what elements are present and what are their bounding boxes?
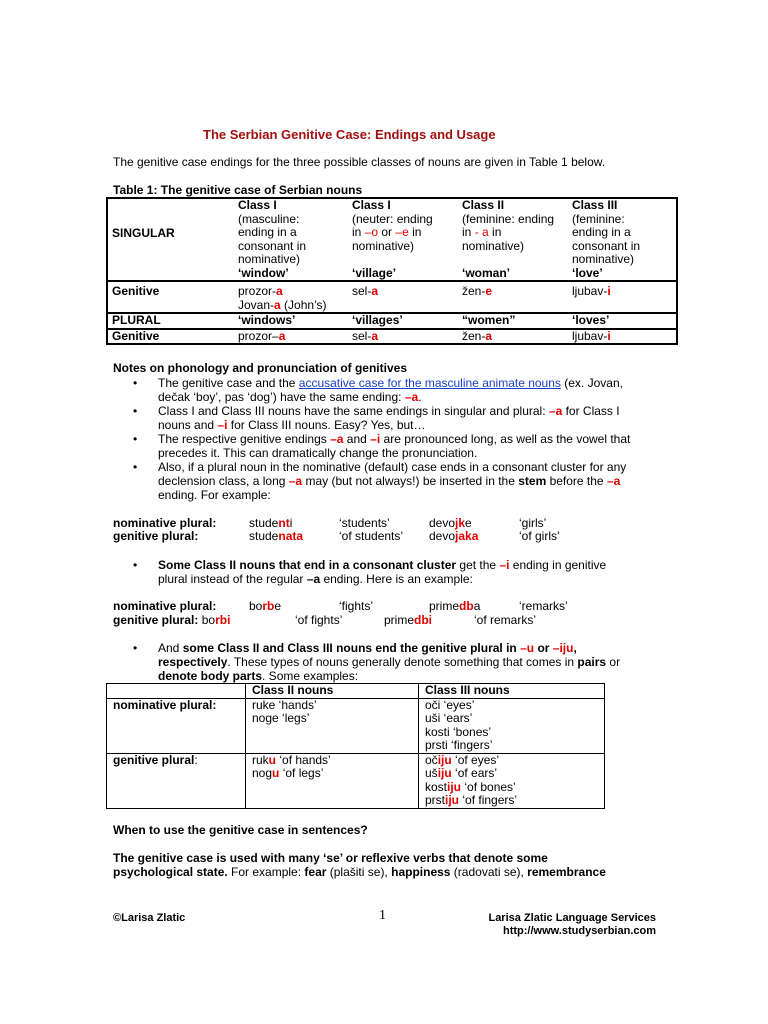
table-row — [107, 329, 677, 345]
stem: sel- — [352, 328, 372, 343]
class-desc: (feminine: — [572, 211, 625, 226]
ex1-nom-gloss1: ‘students’ — [339, 516, 390, 530]
table-cell: ruke ‘hands’ noge ‘legs’ — [246, 698, 419, 753]
footer-copyright: ©Larisa Zlatic — [113, 912, 186, 924]
notes-heading: Notes on phonology and pronunciation of genitives — [113, 361, 407, 375]
bullet-icon: • — [133, 376, 138, 390]
ending: i — [607, 328, 611, 343]
class-desc: ending in a — [572, 225, 631, 239]
ending: a — [276, 284, 283, 298]
stem: prozor– — [238, 328, 279, 343]
table-cell — [107, 684, 246, 699]
accusative-link[interactable]: accusative case for the masculine animate nouns — [298, 376, 561, 390]
stem: žen- — [462, 284, 486, 298]
intro-text: The genitive case endings for the three possible classes of nouns are given in Table 1 below. — [113, 155, 606, 169]
class-gloss: ‘village’ — [352, 265, 397, 280]
plural-gloss: ‘windows’ — [238, 313, 296, 327]
ending: e — [485, 284, 493, 298]
plural-gloss: “women” — [462, 313, 516, 327]
singular-label: SINGULAR — [112, 226, 175, 240]
table-row — [107, 281, 677, 313]
footer-company: Larisa Zlatic Language Services — [488, 912, 656, 924]
genitive-table — [106, 197, 678, 345]
when-paragraph: The genitive case is used with many ‘se’ or reflexive verbs that denote some psychological state. For example: fear (plašiti se), happiness (radovati se), remembrance — [113, 851, 606, 879]
table-cell — [234, 281, 348, 313]
stem: ljubav- — [572, 328, 608, 343]
table1-caption: Table 1: The genitive case of Serbian nouns — [113, 183, 363, 197]
ex2-gen-word2: primedbi — [384, 613, 433, 627]
ex1-nom-gloss2: ‘girls’ — [519, 516, 547, 530]
table-row — [107, 684, 605, 699]
column-header: Class III nouns — [419, 684, 605, 699]
table-row — [107, 198, 677, 281]
ending: i — [607, 284, 611, 298]
ex2-nom-gloss2: ‘remarks’ — [519, 599, 568, 613]
ex1-nom-word1: studenti — [249, 516, 293, 530]
bullet-icon: • — [133, 558, 138, 572]
note-bullet-3: The respective genitive endings –a and –i are pronounced long, as well as the vowel that precedes it. This can dramatically change the pronunciation. — [158, 432, 631, 460]
class-desc: nominative) — [462, 238, 525, 253]
ex2-nom-gloss1: ‘fights’ — [339, 599, 374, 613]
footer-url[interactable]: http://www.studyserbian.com — [503, 925, 656, 937]
stem: žen- — [462, 328, 486, 343]
bullet-icon: • — [133, 641, 138, 655]
note-bullet-1: The genitive case and the accusative case for the masculine animate nouns (ex. Jovan, dečak ‘boy’, pas ‘dog’) have the same ending: –a. — [158, 376, 623, 404]
table-row — [107, 698, 605, 753]
column-header: Class II nouns — [246, 684, 419, 699]
class-name: Class II — [462, 198, 505, 212]
note-bullet-5: Some Class II nouns that end in a consonant cluster get the –i ending in genitive plural instead of the regular –a ending. Here is an example: — [158, 558, 607, 586]
class-name: Class I — [238, 198, 277, 212]
table-cell — [348, 281, 458, 313]
class-gloss: ‘love’ — [572, 265, 603, 280]
class-name: Class III — [572, 198, 618, 212]
ending: a — [371, 284, 379, 298]
table-cell — [568, 329, 677, 345]
row-label: genitive plural: — [107, 753, 246, 808]
page-number: 1 — [379, 908, 386, 923]
class-desc: consonant in — [572, 238, 641, 253]
ending: a — [274, 297, 281, 312]
when-heading: When to use the genitive case in sentences? — [113, 823, 368, 837]
page-title: The Serbian Genitive Case: Endings and Usage — [203, 127, 496, 142]
plural-gloss: ‘loves’ — [572, 313, 610, 327]
class-name: Class I — [352, 198, 391, 212]
table-row — [107, 313, 677, 329]
bullet-icon: • — [133, 404, 138, 418]
body-parts-table — [106, 683, 605, 809]
ex2-gen-gloss1: ‘of fights’ — [295, 613, 343, 627]
note-bullet-4: Also, if a plural noun in the nominative (default) case ends in a consonant cluster for any declension class, a long –a may (but not always!) be inserted in the stem before the –a ending. For example: — [158, 460, 627, 502]
table-cell — [348, 329, 458, 345]
ex1-gen-gloss2: ‘of girls’ — [519, 529, 560, 543]
class-desc: nominative) — [572, 252, 635, 266]
ex2-gen-gloss2: ‘of remarks’ — [474, 613, 537, 627]
table-cell — [458, 329, 568, 345]
ex2-gen-line: genitive plural: borbi — [113, 613, 231, 627]
stem: ljubav- — [572, 284, 608, 298]
gloss: (John’s) — [280, 297, 327, 312]
ex2-nom-word1: borbe — [249, 599, 282, 613]
table-row — [107, 753, 605, 808]
genitive-label: Genitive — [112, 284, 160, 298]
ex2-nom-word2: primedba — [429, 599, 481, 613]
table-cell — [234, 329, 348, 345]
table-cell: ruku ‘of hands’ nogu ‘of legs’ — [246, 753, 419, 808]
ending: a — [371, 328, 379, 343]
genitive-label: Genitive — [112, 328, 160, 343]
class-desc: (neuter: ending — [352, 211, 433, 226]
ex2-nom-label: nominative plural: — [113, 599, 217, 613]
class-desc: consonant in — [238, 238, 307, 253]
table-cell: oči ‘eyes’ uši ‘ears’ kosti ‘bones’ prsti ‘fingers’ — [419, 698, 605, 753]
class-desc: (masculine: — [238, 211, 300, 226]
bullet-icon: • — [133, 460, 138, 474]
stem: prozor- — [238, 284, 277, 298]
stem: sel- — [352, 284, 372, 298]
class-desc: ending in a — [238, 225, 297, 239]
ex1-gen-gloss1: ‘of students’ — [339, 529, 404, 543]
table-cell — [568, 281, 677, 313]
class-desc: (feminine: ending — [462, 211, 555, 226]
ex1-nom-word2: devojke — [429, 516, 472, 530]
class-desc: nominative) — [238, 252, 301, 266]
note-bullet-6: And some Class II and Class III nouns end the genitive plural in –u or –iju, respectively. These types of nouns generally denote something that comes in pairs or denote body parts. Some examples: — [158, 641, 621, 683]
class-desc: in - a in — [462, 225, 502, 239]
plural-gloss: ‘villages’ — [352, 313, 403, 327]
ex1-gen-label: genitive plural: — [113, 529, 199, 543]
note-bullet-2: Class I and Class III nouns have the same endings in singular and plural: –a for Class I nouns and –i for Class III nouns. Easy? Yes, but… — [158, 404, 620, 432]
ex1-nom-label: nominative plural: — [113, 516, 217, 530]
ending: a — [278, 328, 286, 343]
row-label: nominative plural: — [107, 698, 246, 753]
ex1-gen-word2: devojaka — [429, 529, 479, 543]
ending: a — [485, 328, 493, 343]
stem: Jovan- — [238, 297, 275, 312]
ex1-gen-word1: studenata — [249, 529, 304, 543]
class-gloss: ‘window’ — [238, 265, 289, 280]
table-cell — [458, 281, 568, 313]
class-gloss: ‘woman’ — [462, 265, 511, 280]
table-cell: očiju ‘of eyes’ ušiju ‘of ears’ kostiju ‘of bones’ prstiju ‘of fingers’ — [419, 753, 605, 808]
class-desc: nominative) — [352, 238, 415, 253]
plural-label: PLURAL — [112, 313, 161, 327]
class-desc: in –o or –e in — [352, 225, 422, 239]
bullet-icon: • — [133, 432, 138, 446]
